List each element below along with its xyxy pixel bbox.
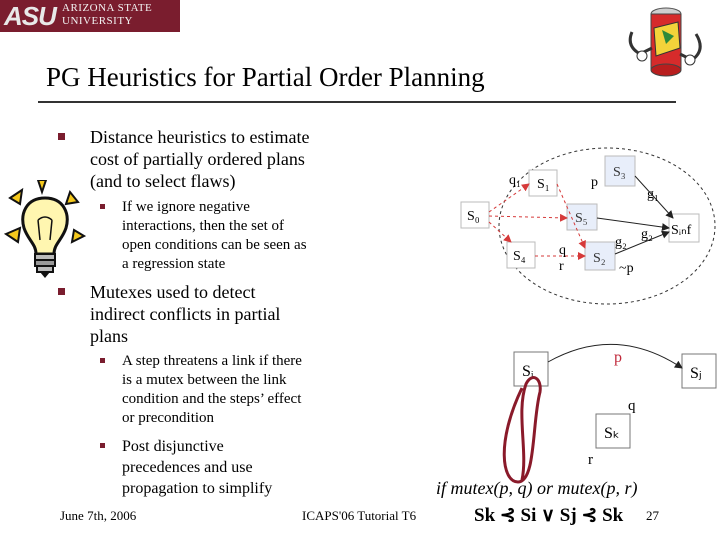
- label-r-precond: r: [588, 452, 593, 468]
- bullet-1-line: (and to select flaws): [90, 171, 236, 191]
- label-s1: S₁: [537, 177, 550, 192]
- sub-bullet-line: is a mutex between the link: [122, 372, 287, 388]
- sub-bullet-line: a regression state: [122, 256, 226, 272]
- soda-can-icon: [622, 0, 708, 96]
- label-q-effect: q: [628, 398, 636, 414]
- label-p: p: [591, 175, 598, 190]
- bullet-1-line: cost of partially ordered plans: [90, 149, 305, 169]
- footer-date: June 7th, 2006: [60, 508, 137, 523]
- footer-venue: ICAPS'06 Tutorial T6: [302, 508, 417, 523]
- label-q: q: [559, 243, 566, 258]
- disjunctive-precedence-formula: Sk ⊰ Si ∨ Sj ⊰ Sk: [474, 505, 624, 526]
- handwritten-annotation: [504, 378, 540, 482]
- logo-mark: ASU: [4, 1, 56, 31]
- label-sj: Sⱼ: [690, 365, 702, 382]
- lightbulb-icon: [4, 180, 86, 290]
- sub-bullet-line: precedences and use: [122, 459, 253, 476]
- sub-bullet-line: A step threatens a link if there: [122, 353, 302, 369]
- logo-text: [62, 2, 152, 28]
- logo-line2: UNIVERSITY: [62, 15, 133, 27]
- sub-bullet-marker: [100, 443, 105, 448]
- sub-bullet-marker: [100, 204, 105, 209]
- label-r: r: [559, 259, 564, 274]
- sub-bullet-line: open conditions can be seen as: [122, 237, 307, 253]
- label-sk: Sₖ: [604, 425, 620, 442]
- sub-bullet-line: or precondition: [122, 410, 215, 426]
- label-sinf: Sᵢₙf: [671, 223, 692, 238]
- bullet-1-line: Distance heuristics to estimate: [90, 127, 310, 147]
- label-s3: S₃: [613, 165, 626, 180]
- sub-bullet-line: propagation to simplify: [122, 480, 273, 497]
- slide-number: 27: [646, 508, 659, 523]
- mutex-condition: if mutex(p, q) or mutex(p, r): [436, 478, 638, 498]
- slide-title: PG Heuristics for Partial Order Planning: [46, 62, 485, 92]
- sub-bullet-line: interactions, then the set of: [122, 218, 285, 234]
- label-g2b: g₂: [615, 235, 627, 250]
- label-g2a: g₂: [641, 227, 653, 242]
- sub-bullet-line: Post disjunctive: [122, 438, 224, 455]
- label-p-link: p: [614, 349, 622, 366]
- bullet-2-line: indirect conflicts in partial: [90, 304, 281, 324]
- sub-bullet-line: If we ignore negative: [122, 199, 250, 215]
- bullet-marker: [58, 133, 65, 140]
- logo-line1: ARIZONA STATE: [62, 2, 153, 14]
- label-s2: S₂: [593, 251, 606, 266]
- bullet-marker: [58, 288, 65, 295]
- label-g1: g₁: [647, 187, 659, 202]
- label-not-p: ~p: [619, 261, 634, 276]
- title-underline: [38, 101, 676, 103]
- bullet-2-line: plans: [90, 326, 128, 346]
- label-q1: q₁: [509, 173, 521, 188]
- threat-diagram: [436, 332, 718, 502]
- sub-bullet-line: condition and the steps’ effect: [122, 391, 302, 407]
- partial-plan-diagram: [455, 138, 717, 308]
- label-si: Sᵢ: [522, 363, 534, 380]
- label-s5: S₅: [575, 211, 588, 226]
- label-s0: S₀: [467, 209, 480, 224]
- sub-bullet-marker: [100, 358, 105, 363]
- label-s4: S₄: [513, 249, 526, 264]
- bullet-2-line: Mutexes used to detect: [90, 282, 256, 302]
